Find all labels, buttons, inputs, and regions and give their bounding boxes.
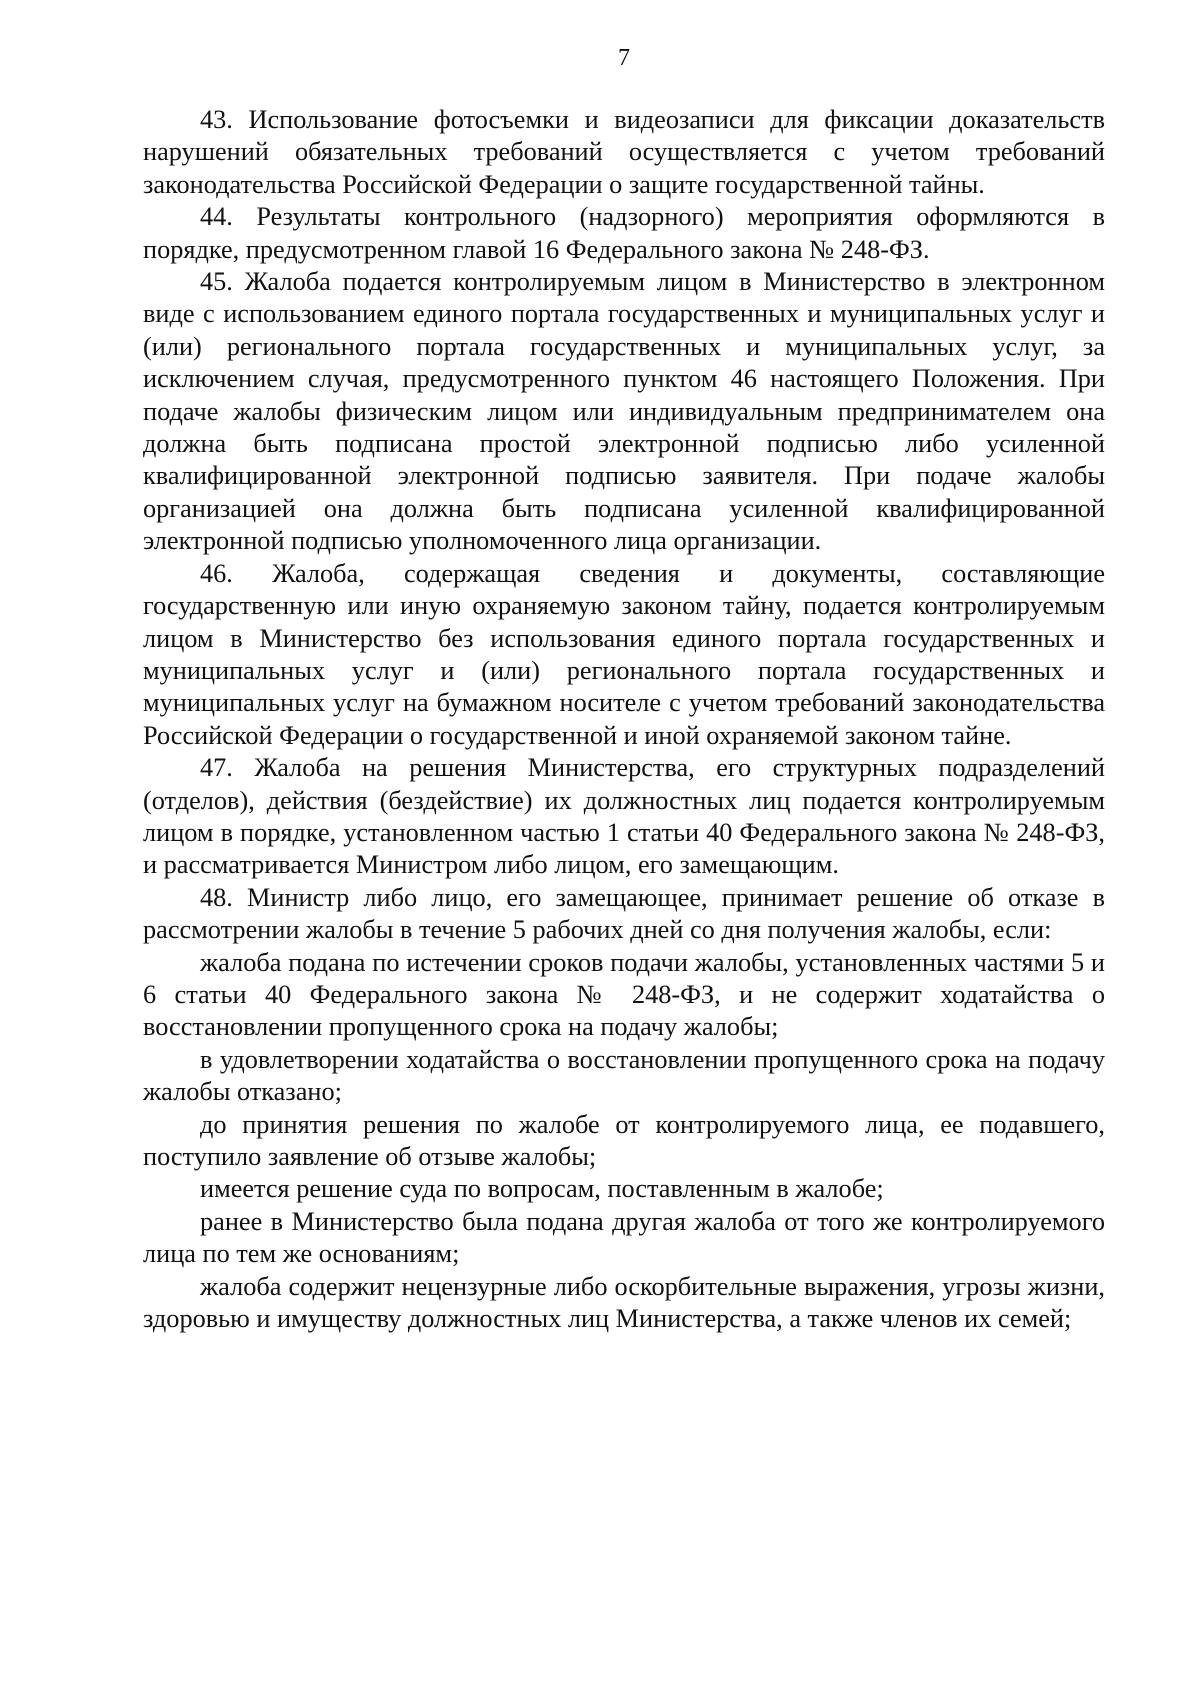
paragraph-44: 44. Результаты контрольного (надзорного) мероприятия оформляются в порядке, предусмотренном главой 16 Федерального закона № 248-ФЗ. (143, 202, 1105, 264)
paragraph-48-item-4: имеется решение суда по вопросам, поставленным в жалобе; (200, 1174, 884, 1204)
paragraph-46: 46. Жалоба, содержащая сведения и документы, составляющие государственную или иную охраняемую законом тайну, подается контролируемым лицом в Министерство без использования единого портала государственных и муниципальных услуг и (или) регионального портала государственных и муниципальных услуг на бумажном носителе с учетом требований законодательства Российской Федерации о государственной и иной охраняемой законом тайне. (143, 558, 1105, 750)
paragraph-48-item-3: до принятия решения по жалобе от контролируемого лица, ее подавшего, поступило заявление об отзыве жалобы; (143, 1109, 1105, 1171)
paragraph-48-item-1: жалоба подана по истечении сроков подачи жалобы, установленных частями 5 и 6 статьи 40 Федерального закона № 248-ФЗ, и не содержит ходатайства о восстановлении пропущенного срока на подачу жалобы; (143, 947, 1105, 1042)
paragraph-47: 47. Жалоба на решения Министерства, его структурных подразделений (отделов), действия (бездействие) их должностных лиц подается контролируемым лицом в порядке, установленном частью 1 статьи 40 Федерального закона № 248-ФЗ, и рассматривается Министром либо лицом, его замещающим. (143, 753, 1105, 880)
paragraph-43: 43. Использование фотосъемки и видеозаписи для фиксации доказательств нарушений обязательных требований осуществляется с учетом требований законодательства Российской Федерации о защите государственной тайны. (143, 105, 1105, 199)
document-body (143, 104, 1105, 1335)
paragraph-48-item-2: в удовлетворении ходатайства о восстановлении пропущенного срока на подачу жалобы отказано; (143, 1044, 1105, 1107)
paragraph-48-item-5: ранее в Министерство была подана другая жалоба от того же контролируемого лица по тем же основаниям; (143, 1206, 1105, 1269)
paragraph-45: 45. Жалоба подается контролируемым лицом в Министерство в электронном виде с использованием единого портала государственных и муниципальных услуг и (или) регионального портала государственных и муниципальных услуг, за исключением случая, предусмотренного пунктом 46 настоящего Положения. При подаче жалобы физическим лицом или индивидуальным предпринимателем она должна быть подписана простой электронной подписью либо усиленной квалифицированной электронной подписью заявителя. При подаче жалобы организацией она должна быть подписана усиленной квалифицированной электронной подписью уполномоченного лица организации. (143, 267, 1105, 556)
page-number: 7 (618, 45, 630, 71)
paragraph-48: 48. Министр либо лицо, его замещающее, принимает решение об отказе в рассмотрении жалобы в течение 5 рабочих дней со дня получения жалобы, если: (143, 882, 1105, 945)
paragraph-48-item-6: жалоба содержит нецензурные либо оскорбительные выражения, угрозы жизни, здоровью и имуществу должностных лиц Министерства, а также членов их семей; (143, 1271, 1105, 1334)
